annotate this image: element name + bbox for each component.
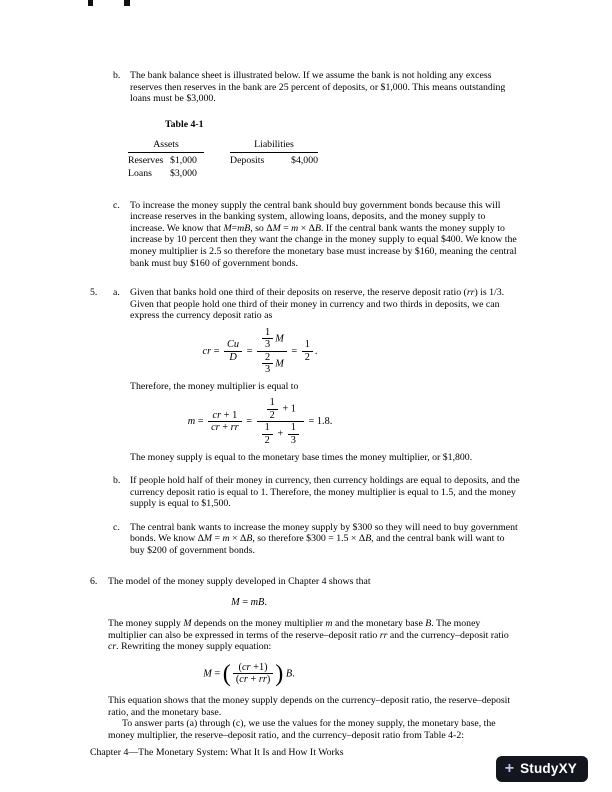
formula-money-supply-expanded: M = ( $\frac{(cr +1)}{(cr + rr)}$ ) B. — [203, 659, 295, 687]
paragraph: Given that banks hold one third of their deposits on reserve, the reserve deposit ratio (rr) is 1/3. Given that people hold one third of their money in currency and two thirds in deposits, we can express the currency deposit ratio as — [130, 287, 505, 322]
formula-money-multiplier: m = $\frac{cr + 1}{cr + rr}$ = $\frac{1}{2}$ + 1 $\frac{1}{2}$ + $\frac{1}{3}$ = 1.8. — [187, 397, 333, 447]
sub-item-5a-body — [130, 287, 520, 463]
table-cell-asset-label: Loans — [128, 168, 152, 180]
sub-marker-b: b. — [113, 475, 121, 487]
table-4-1-block — [128, 119, 520, 180]
table-cell-liability-value: $4,000 — [291, 154, 318, 166]
sub-item-5c-body: The central bank wants to increase the money supply by $300 so they will need to buy government bonds. We know ΔM = m × ΔB, so therefore $300 = 1.5 × ΔB, and the central bank will want to buy $200 of government bonds. — [130, 521, 518, 556]
item-b-text: The bank balance sheet is illustrated below. If we assume the bank is not holding any excess reserves then reserves in the bank are 25 percent of deposits, or $1,000. This means outstanding loans must be $3,000. — [130, 70, 506, 105]
table-cell-asset-value: $1,000 — [170, 154, 197, 166]
assets-column-header: Assets — [128, 139, 204, 153]
logo-xy: XY — [558, 761, 577, 777]
scan-artifact — [88, 0, 93, 6]
question-6-body — [108, 576, 520, 741]
logo-study: Study — [520, 761, 559, 777]
question-number: 5. — [90, 287, 98, 299]
plus-icon: + — [504, 760, 515, 777]
question-6 — [90, 576, 520, 741]
paragraph: The money supply M depends on the money multiplier m and the monetary base B. The money multiplier can also be expressed in terms of the reserve–deposit ratio rr and the currency–deposit ratio cr. Rewriting the money supply equation: — [108, 618, 509, 653]
table-cell-asset-label: Reserves — [128, 154, 164, 166]
solution-item-c — [113, 200, 520, 269]
paragraph: The money supply is equal to the monetary base times the money multiplier, or $1,800. — [130, 451, 473, 463]
table-cell-liability-label: Deposits — [230, 154, 265, 166]
sub-marker-c: c. — [113, 521, 120, 533]
item-c-text: To increase the money supply the central bank should buy government bonds because this will increase reserves in the banking system, allowing loans, deposits, and the money supply to increase. We know that M=mB, so ΔM = m × ΔB. If the central bank wants the money supply to increase by 10 percent then they want the change in the money supply to equal $400. We know the money multiplier is 2.5 so therefore the monetary base must increase by $160, meaning the central bank must buy $160 of government bonds. — [130, 199, 517, 269]
studyxy-logo[interactable] — [496, 756, 588, 782]
formula-currency-deposit-ratio: cr = $\frac{Cu}{D}$ = $\frac{1}{3}$ M $\frac{2}{3}$ M = $\frac{1}{2}$ . — [202, 326, 318, 376]
item-marker-c: c. — [113, 199, 120, 211]
paragraph: This equation shows that the money supply depends on the currency–deposit ratio, the reserve–deposit ratio, and the monetary base. — [108, 694, 511, 718]
page-footer-chapter-title: Chapter 4—The Monetary System: What It Is and How It Works — [90, 747, 344, 759]
table-cell-spacer — [204, 168, 230, 180]
question-number: 6. — [90, 576, 98, 588]
paragraph: To answer parts (a) through (c), we use the values for the money supply, the monetary base, the money multiplier, the reserve–deposit ratio, and the currency–deposit ratio from Table 4-2: — [108, 718, 496, 741]
formula-money-supply-model: M = mB. — [231, 596, 267, 608]
liabilities-column-header: Liabilities — [230, 139, 318, 153]
solution-item-b — [113, 70, 520, 105]
balance-sheet-table — [128, 139, 520, 180]
paragraph: The model of the money supply developed in Chapter 4 shows that — [108, 576, 371, 588]
question-5-body — [113, 287, 520, 556]
scan-artifact — [124, 0, 130, 6]
sub-marker-a: a. — [113, 287, 120, 299]
table-cell-spacer — [204, 155, 230, 167]
table-title: Table 4-1 — [165, 118, 204, 130]
sub-item-5a — [113, 287, 520, 463]
table-cell-liability-label — [230, 168, 276, 180]
paragraph: Therefore, the money multiplier is equal to — [130, 380, 299, 392]
sub-item-5c — [113, 522, 520, 557]
question-5 — [90, 287, 520, 556]
table-cell-liability-value — [276, 168, 318, 180]
item-marker-b: b. — [113, 70, 121, 81]
sub-item-5b — [113, 475, 520, 510]
table-cell-asset-value: $3,000 — [170, 168, 197, 180]
sub-item-5b-body: If people hold half of their money in currency, then currency holdings are equal to deposits, and the currency deposit ratio is equal to 1. Therefore, the money multiplier is equal to 1.5, and the money supply is equal to $1,500. — [130, 475, 520, 510]
logo-brand-text — [520, 761, 577, 777]
